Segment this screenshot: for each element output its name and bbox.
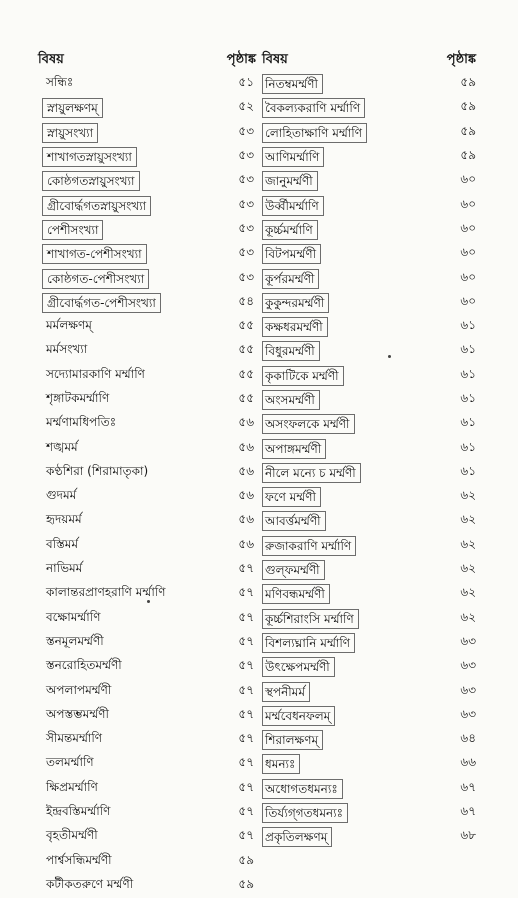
entry-title: উর্ব্বীমর্ম্মাণি (262, 196, 324, 216)
entry-title: পার্শ্বসন্ধিমর্ম্মণী (46, 852, 112, 867)
index-entry (262, 388, 476, 412)
left-entry-list (38, 72, 256, 898)
entry-page-number: ৫৫ (238, 366, 254, 381)
index-entry (38, 72, 256, 96)
index-entry (38, 509, 256, 533)
index-entry (38, 339, 256, 363)
entry-page-number: ৫৭ (238, 609, 254, 624)
entry-page-number: ৫৭ (238, 682, 254, 697)
right-entry-list (262, 72, 476, 850)
entry-page-number: ৫৩ (238, 220, 254, 235)
entry-page-number: ৫৯ (460, 123, 476, 138)
index-entry (262, 607, 476, 631)
index-entry (262, 825, 476, 849)
entry-page-number: ৬১ (460, 463, 476, 478)
index-entry (38, 436, 256, 460)
entry-title: বৈকল্যকরাণি মর্ম্মাণি (262, 98, 365, 118)
entry-title: কূর্পরমর্ম্মণী (262, 269, 319, 289)
entry-page-number: ৬২ (460, 488, 476, 503)
entry-page-number: ৬৬ (460, 755, 476, 770)
entry-page-number: ৬২ (460, 561, 476, 576)
entry-page-number: ৫৯ (238, 876, 254, 891)
entry-page-number: ৬১ (460, 391, 476, 405)
entry-title: অপাঙ্গমর্ম্মণী (262, 439, 326, 459)
entry-title: কটীকতরুণে মর্ম্মণী (46, 876, 134, 891)
entry-page-number: ৫৪ (238, 293, 254, 308)
index-entry (38, 850, 256, 874)
entry-page-number: ৫৫ (238, 391, 254, 405)
index-entry (262, 509, 476, 533)
index-entry (262, 801, 476, 825)
index-entry (38, 679, 256, 703)
index-entry (38, 218, 256, 242)
entry-title: বিটপমর্ম্মণী (262, 244, 321, 264)
entry-page-number: ৫৩ (238, 123, 254, 138)
left-column-header (38, 50, 256, 68)
entry-title: নাভিমর্ম (46, 561, 83, 576)
index-entry (38, 169, 256, 193)
entry-page-number: ৬২ (460, 512, 476, 527)
index-entry (38, 631, 256, 655)
index-entry (38, 96, 256, 120)
page-number-heading: পৃষ্ঠাঙ্ক (226, 52, 256, 67)
entry-page-number: ৬৩ (460, 658, 476, 673)
index-entry (262, 145, 476, 169)
index-entry (38, 752, 256, 776)
entry-title: অপস্তম্ভমর্ম্মণী (46, 706, 109, 721)
entry-title: রুজাকরাণি মর্ম্মাণি (262, 536, 356, 556)
entry-page-number: ৫২ (238, 99, 254, 114)
entry-page-number: ৬৭ (460, 779, 476, 794)
entry-page-number: ৬১ (460, 439, 476, 454)
index-entry (262, 121, 476, 145)
entry-title: শাখাগতস্নায়ুসংখ্যা (42, 147, 137, 167)
entry-title: মর্ম্মণামধিপতিঃ (46, 415, 117, 430)
index-entry (262, 315, 476, 339)
index-entry (262, 752, 476, 776)
index-entry (38, 874, 256, 898)
right-column (262, 50, 476, 850)
index-entry (262, 96, 476, 120)
entry-title: অধোগতধমন্যঃ (262, 779, 343, 799)
entry-title: মর্মসংখ্যা (46, 342, 88, 357)
entry-title: মর্মলক্ষণম্ (46, 318, 92, 333)
entry-title: অপলাপমর্ম্মণী (46, 682, 112, 697)
entry-page-number: ৫৩ (238, 269, 254, 284)
index-entry (38, 777, 256, 801)
subject-heading: বিষয় (38, 52, 64, 67)
entry-page-number: ৬২ (460, 585, 476, 600)
entry-title: ইন্দ্রবস্তিমর্ম্মাণি (46, 804, 111, 819)
index-entry (262, 679, 476, 703)
speck-mark (388, 355, 391, 358)
index-entry (262, 655, 476, 679)
entry-page-number: ৫৬ (238, 415, 254, 430)
entry-page-number: ৫৭ (238, 561, 254, 576)
entry-page-number: ৫৩ (238, 172, 254, 187)
entry-title: প্রকৃতিলক্ষণম্ (262, 827, 332, 847)
entry-title: কোষ্ঠগতস্নায়ুসংখ্যা (42, 171, 140, 191)
entry-page-number: ৬৩ (460, 706, 476, 721)
entry-page-number: ৬৪ (460, 731, 476, 746)
index-entry (262, 461, 476, 485)
entry-title: কূর্চ্চশিরাংসি মর্ম্মাণি (262, 609, 359, 629)
index-entry (38, 485, 256, 509)
entry-title: বিশল্যঘ্নানি মর্ম্মাণি (262, 633, 355, 653)
entry-page-number: ৬০ (460, 196, 476, 211)
entry-page-number: ৫৭ (238, 804, 254, 819)
index-entry (262, 777, 476, 801)
entry-title: স্নায়ুসংখ্যা (42, 123, 98, 143)
index-entry (262, 72, 476, 96)
entry-page-number: ৫৬ (238, 512, 254, 527)
right-column-header (262, 50, 476, 68)
left-column (38, 50, 256, 898)
entry-page-number: ৫৯ (460, 99, 476, 114)
entry-page-number: ৬২ (460, 609, 476, 624)
entry-page-number: ৬১ (460, 415, 476, 430)
entry-page-number: ৫৭ (238, 755, 254, 770)
index-entry (38, 412, 256, 436)
index-entry (38, 607, 256, 631)
index-entry (262, 728, 476, 752)
index-entry (262, 266, 476, 290)
entry-title: বৃহতীমর্ম্মণী (46, 828, 98, 843)
entry-title: সদ্যোমারকাণি মর্ম্মাণি (46, 366, 145, 381)
entry-title: জানুমর্ম্মণী (262, 171, 318, 191)
entry-page-number: ৫৩ (238, 196, 254, 211)
entry-page-number: ৫৩ (238, 245, 254, 260)
index-entry (38, 145, 256, 169)
entry-title: ফণে মর্ম্মণী (262, 487, 321, 507)
index-entry (262, 631, 476, 655)
entry-page-number: ৬২ (460, 536, 476, 551)
entry-title: শঙ্খমর্ম (46, 439, 78, 454)
entry-page-number: ৬১ (460, 318, 476, 333)
entry-title: বক্ষোমর্ম্মাণি (46, 609, 101, 624)
entry-title: বিধুরমর্ম্মণী (262, 341, 320, 361)
entry-title: তলমর্ম্মাণি (46, 755, 94, 770)
index-entry (262, 242, 476, 266)
entry-page-number: ৫৭ (238, 633, 254, 648)
entry-title: মর্ম্মবেধনফলম্ (262, 706, 335, 726)
entry-title: স্তনরোহিতমর্ম্মণী (46, 658, 122, 673)
entry-title: কণ্ঠশিরা (শিরামাতৃকা) (46, 463, 149, 478)
entry-title: উৎক্ষেপমর্ম্মণী (262, 657, 335, 677)
entry-title: আবর্ত্তমর্ম্মণী (262, 511, 326, 531)
index-entry (38, 534, 256, 558)
entry-title: শিরালক্ষণম্ (262, 730, 323, 750)
entry-title: গ্রীবোর্দ্ধগত-পেশীসংখ্যা (42, 293, 161, 313)
entry-title: মণিবন্ধমর্ম্মণী (262, 584, 330, 604)
entry-title: কোষ্ঠগত-পেশীসংখ্যা (42, 269, 149, 289)
entry-title: নিতম্বমর্ম্মণী (262, 74, 323, 94)
entry-page-number: ৬১ (460, 366, 476, 381)
entry-page-number: ৫৬ (238, 536, 254, 551)
entry-title: শাখাগত-পেশীসংখ্যা (42, 244, 147, 264)
index-entry (38, 461, 256, 485)
entry-page-number: ৫৫ (238, 318, 254, 333)
entry-title: লোহিতাক্ষাণি মর্ম্মাণি (262, 123, 367, 143)
entry-title: ক্ষিপ্রমর্ম্মাণি (46, 779, 98, 794)
index-entry (38, 121, 256, 145)
entry-title: স্নায়ুলক্ষণম্ (42, 98, 103, 118)
index-entry (262, 582, 476, 606)
index-entry (38, 655, 256, 679)
entry-page-number: ৫৭ (238, 779, 254, 794)
index-entry (38, 364, 256, 388)
entry-title: সন্ধিঃ (46, 75, 74, 90)
entry-page-number: ৫৬ (238, 463, 254, 478)
entry-title: সীমন্তমর্ম্মাণি (46, 731, 103, 746)
entry-page-number: ৫৭ (238, 828, 254, 843)
index-entry (262, 558, 476, 582)
entry-title: ধমন্যঃ (262, 754, 300, 774)
entry-title: গুদমর্ম (46, 488, 77, 503)
entry-page-number: ৬০ (460, 293, 476, 308)
index-entry (38, 388, 256, 412)
entry-title: তির্য্যগ্‌গতধমন্যঃ (262, 803, 348, 823)
entry-title: কূর্চ্চমর্ম্মাণি (262, 220, 318, 240)
subject-heading: বিষয় (262, 52, 288, 67)
entry-title: কালান্তরপ্রাণহরাণি মর্ম্মাণি (46, 585, 166, 600)
entry-page-number: ৬৮ (460, 828, 476, 843)
entry-page-number: ৬০ (460, 245, 476, 260)
index-entry (262, 339, 476, 363)
entry-title: গুল্‌ফমর্ম্মণী (262, 560, 325, 580)
entry-page-number: ৬০ (460, 172, 476, 187)
entry-title: কুকুন্দরমর্ম্মণী (262, 293, 329, 313)
entry-page-number: ৫৭ (238, 706, 254, 721)
index-entry (262, 218, 476, 242)
entry-page-number: ৫১ (238, 75, 254, 90)
index-entry (38, 558, 256, 582)
entry-page-number: ৫৬ (238, 439, 254, 454)
entry-title: বস্তিমর্ম (46, 536, 79, 551)
entry-page-number: ৬৩ (460, 682, 476, 697)
index-entry (262, 704, 476, 728)
index-entry (262, 169, 476, 193)
index-entry (262, 193, 476, 217)
index-entry (38, 728, 256, 752)
entry-title: কক্ষধরমর্ম্মণী (262, 317, 328, 337)
index-entry (38, 266, 256, 290)
speck-mark (147, 600, 150, 603)
entry-title: অংসমর্ম্মণী (262, 390, 320, 410)
index-entry (262, 291, 476, 315)
entry-title: স্তনমূলমর্ম্মণী (46, 633, 104, 648)
entry-page-number: ৫৫ (238, 342, 254, 357)
index-entry (38, 825, 256, 849)
index-entry (262, 485, 476, 509)
index-entry (38, 801, 256, 825)
index-entry (262, 436, 476, 460)
entry-page-number: ৫৯ (460, 148, 476, 163)
entry-page-number: ৬১ (460, 342, 476, 357)
index-entry (262, 412, 476, 436)
index-entry (262, 534, 476, 558)
index-entry (38, 704, 256, 728)
entry-page-number: ৫৭ (238, 731, 254, 746)
index-entry (38, 315, 256, 339)
entry-page-number: ৬০ (460, 269, 476, 284)
entry-title: আণিমর্ম্মাণি (262, 147, 324, 167)
entry-page-number: ৫৭ (238, 658, 254, 673)
index-entry (38, 193, 256, 217)
entry-title: হৃদয়মর্ম (46, 512, 82, 527)
index-entry (262, 364, 476, 388)
entry-title: অসংফলকে মর্ম্মণী (262, 414, 355, 434)
entry-title: পেশীসংখ্যা (42, 220, 103, 240)
entry-page-number: ৫৩ (238, 148, 254, 163)
entry-title: গ্রীবোর্দ্ধগতস্নায়ুসংখ্যা (42, 196, 151, 216)
page-number-heading: পৃষ্ঠাঙ্ক (446, 52, 476, 67)
entry-page-number: ৫৭ (238, 585, 254, 600)
entry-page-number: ৬০ (460, 220, 476, 235)
index-entry (38, 242, 256, 266)
entry-page-number: ৬৩ (460, 633, 476, 648)
entry-page-number: ৬৭ (460, 804, 476, 819)
entry-title: শৃঙ্গাটকমর্ম্মাণি (46, 391, 110, 405)
entry-title: স্থপনীমর্ম (262, 682, 310, 702)
entry-page-number: ৫৬ (238, 488, 254, 503)
index-entry (38, 291, 256, 315)
entry-title: কৃকাটিকে মর্ম্মণী (262, 366, 344, 386)
entry-page-number: ৫৯ (460, 75, 476, 90)
entry-title: নীলে মন্যে চ মর্ম্মণী (262, 463, 361, 483)
entry-page-number: ৫৯ (238, 852, 254, 867)
